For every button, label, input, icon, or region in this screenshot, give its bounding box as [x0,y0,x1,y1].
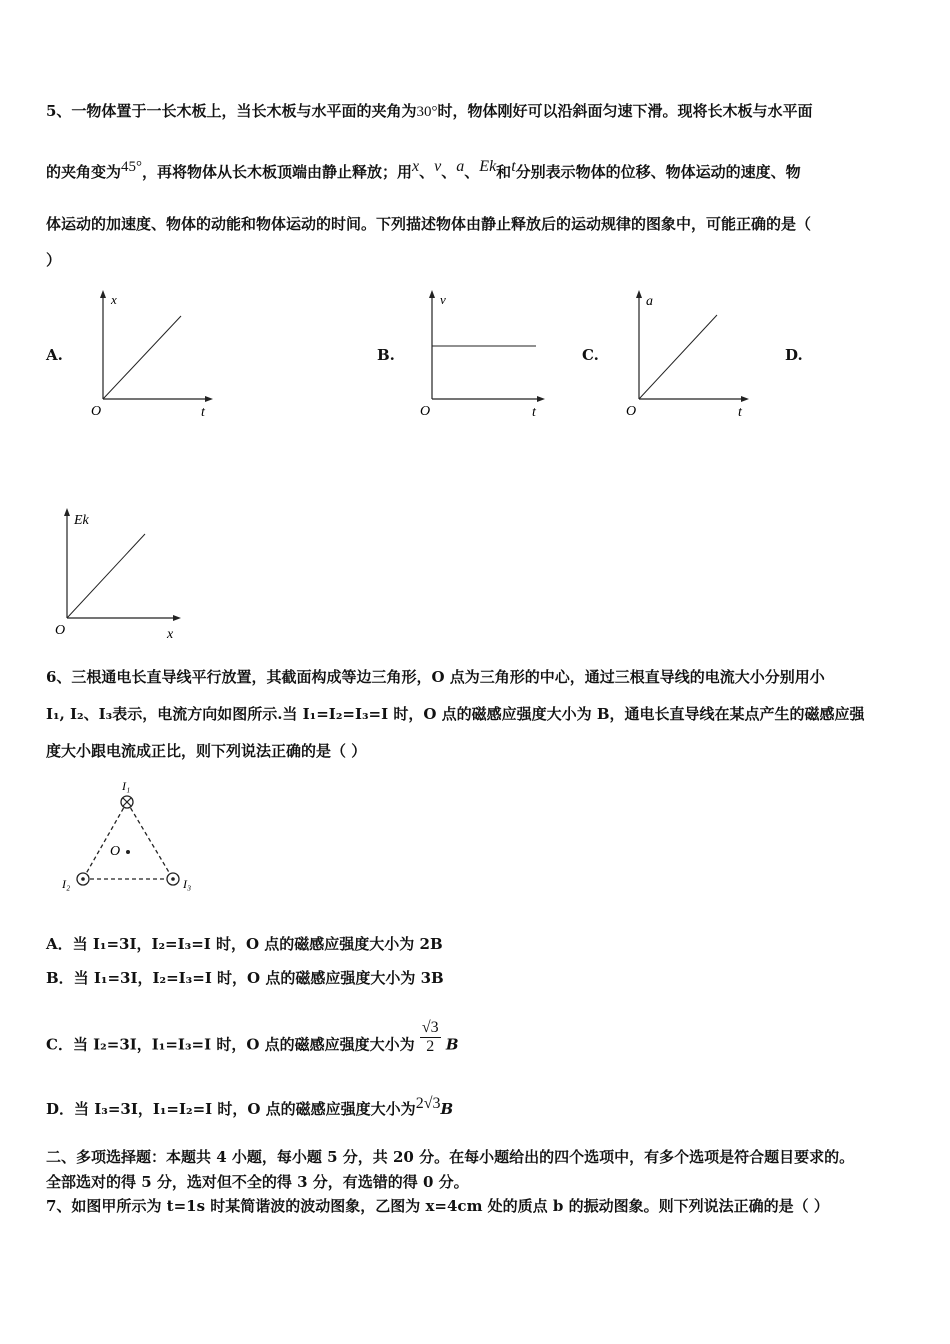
y-arrow-icon [64,508,70,516]
var-a: a [456,158,465,175]
option-c-unit: B [445,1035,459,1054]
x-axis-label: t [738,405,742,419]
q5-text: 分别表示物体的位移、物体运动的速度、物 [515,163,801,181]
var-v: v [434,158,442,175]
var-x: x [412,158,420,175]
section2-line-2: 全部选对的得 5 分，选对但不全的得 3 分，有选错的得 0 分。 [46,1173,469,1191]
center-label: O [110,844,121,859]
q5-line-1 [46,101,906,122]
x-axis-label: t [532,405,536,419]
q5-text: 的夹角变为 [46,163,122,181]
section2-line-1: 二、多项选择题：本题共 4 小题，每小题 5 分，共 20 分。在每小题给出的四个选项中，有多个选项是符合题目要求的。 [46,1148,855,1166]
current-out-of-page-icon [167,873,179,885]
fraction-numerator: √3 [421,1019,439,1036]
current-out-of-page-icon [77,873,89,885]
graph-line [103,316,181,399]
fraction-denominator: 2 [426,1038,435,1055]
option-d-label: D. [785,346,803,364]
triangle-edge-right [127,802,173,879]
x-arrow-icon [205,396,213,402]
option-b-label: B. [377,346,395,364]
q6-option-a: A．当 I₁=3I，I₂=I₃=I 时，O 点的磁感应强度大小为 2B [46,935,443,953]
y-axis-label: a [646,294,653,309]
y-axis-label: Ek [74,513,89,528]
q5-text: 5、一物体置于一长木板上，当长木板与水平面的夹角为 [46,102,417,120]
q5-line-2 [46,158,906,183]
fraction-sqrt3-over-2 [420,1019,441,1056]
x-arrow-icon [741,396,749,402]
var-ek: Ek [479,158,497,175]
graph-c-a-t [622,287,752,419]
graph-d-ek-x [50,505,190,643]
q5-line-3: 体运动的加速度、物体的动能和物体运动的时间。下列描述物体由静止释放后的运动规律的图象中，可能正确的是（ [46,215,812,233]
separator: 、 [441,163,457,181]
option-c-label: C. [582,346,599,364]
center-point [126,850,130,854]
y-arrow-icon [429,290,435,298]
option-a-label: A. [46,346,63,364]
and-word: 和 [496,163,512,181]
y-axis-label: x [111,292,117,307]
separator: 、 [419,163,435,181]
var-t: t [511,158,516,175]
graph-b-v-t [414,287,549,419]
y-arrow-icon [100,290,106,298]
x-arrow-icon [537,396,545,402]
x-arrow-icon [173,615,181,621]
angle-45: 45° [121,159,143,175]
wire-label-i3: I₃ [183,877,192,891]
q5-text: ，再将物体从长木板顶端由静止释放；用 [142,163,413,181]
current-into-page-icon [121,796,133,808]
triangle-edge-left [83,802,127,879]
angle-30: 30° [416,104,438,120]
wire-label-i1: I₁ [122,779,131,793]
x-axis-label: x [167,627,174,642]
q6-option-b: B．当 I₁=3I，I₂=I₃=I 时，O 点的磁感应强度大小为 3B [46,969,444,987]
origin-label: O [420,404,431,419]
option-c-text: C．当 I₂=3I，I₁=I₃=I 时，O 点的磁感应强度大小为 [46,1035,415,1054]
origin-label: O [55,623,66,638]
q6-option-d [46,1095,906,1120]
q6-option-c [46,1019,906,1064]
q5-text: 时，物体刚好可以沿斜面匀速下滑。现将长木板与水平面 [437,102,813,120]
y-arrow-icon [636,290,642,298]
q5-line-4: ） [46,251,62,269]
separator: 、 [464,163,480,181]
q6-line-1: 6、三根通电长直导线平行放置，其截面构成等边三角形，O 点为三角形的中心，通过三根直导线的电流大小分别用小 [46,668,825,686]
option-d-text: D．当 I₃=3I，I₁=I₂=I 时，O 点的磁感应强度大小为 [46,1100,416,1118]
graph-line [67,534,145,618]
q6-line-2: I₁, I₂、I₃表示，电流方向如图所示.当 I₁=I₂=I₃=I 时，O 点的磁感应强度大小为 B，通电长直导线在某点产生的磁感应强 [46,705,865,723]
q6-line-3: 度大小跟电流成正比，则下列说法正确的是（ ） [46,742,367,760]
triangle-wires-figure [58,775,208,895]
q7-line-1: 7、如图甲所示为 t=1s 时某简谐波的波动图象，乙图为 x=4cm 处的质点 b 的振动图象。则下列说法正确的是（ ） [46,1197,829,1215]
wire-label-i2: I₂ [62,877,71,891]
option-d-unit: B [440,1100,454,1118]
graph-line [639,315,717,399]
x-axis-label: t [201,405,205,419]
graph-a-x-t [86,287,216,419]
origin-label: O [91,404,102,419]
origin-label: O [626,404,637,419]
value-2sqrt3: 2√3 [415,1095,441,1112]
y-axis-label: v [440,292,446,307]
